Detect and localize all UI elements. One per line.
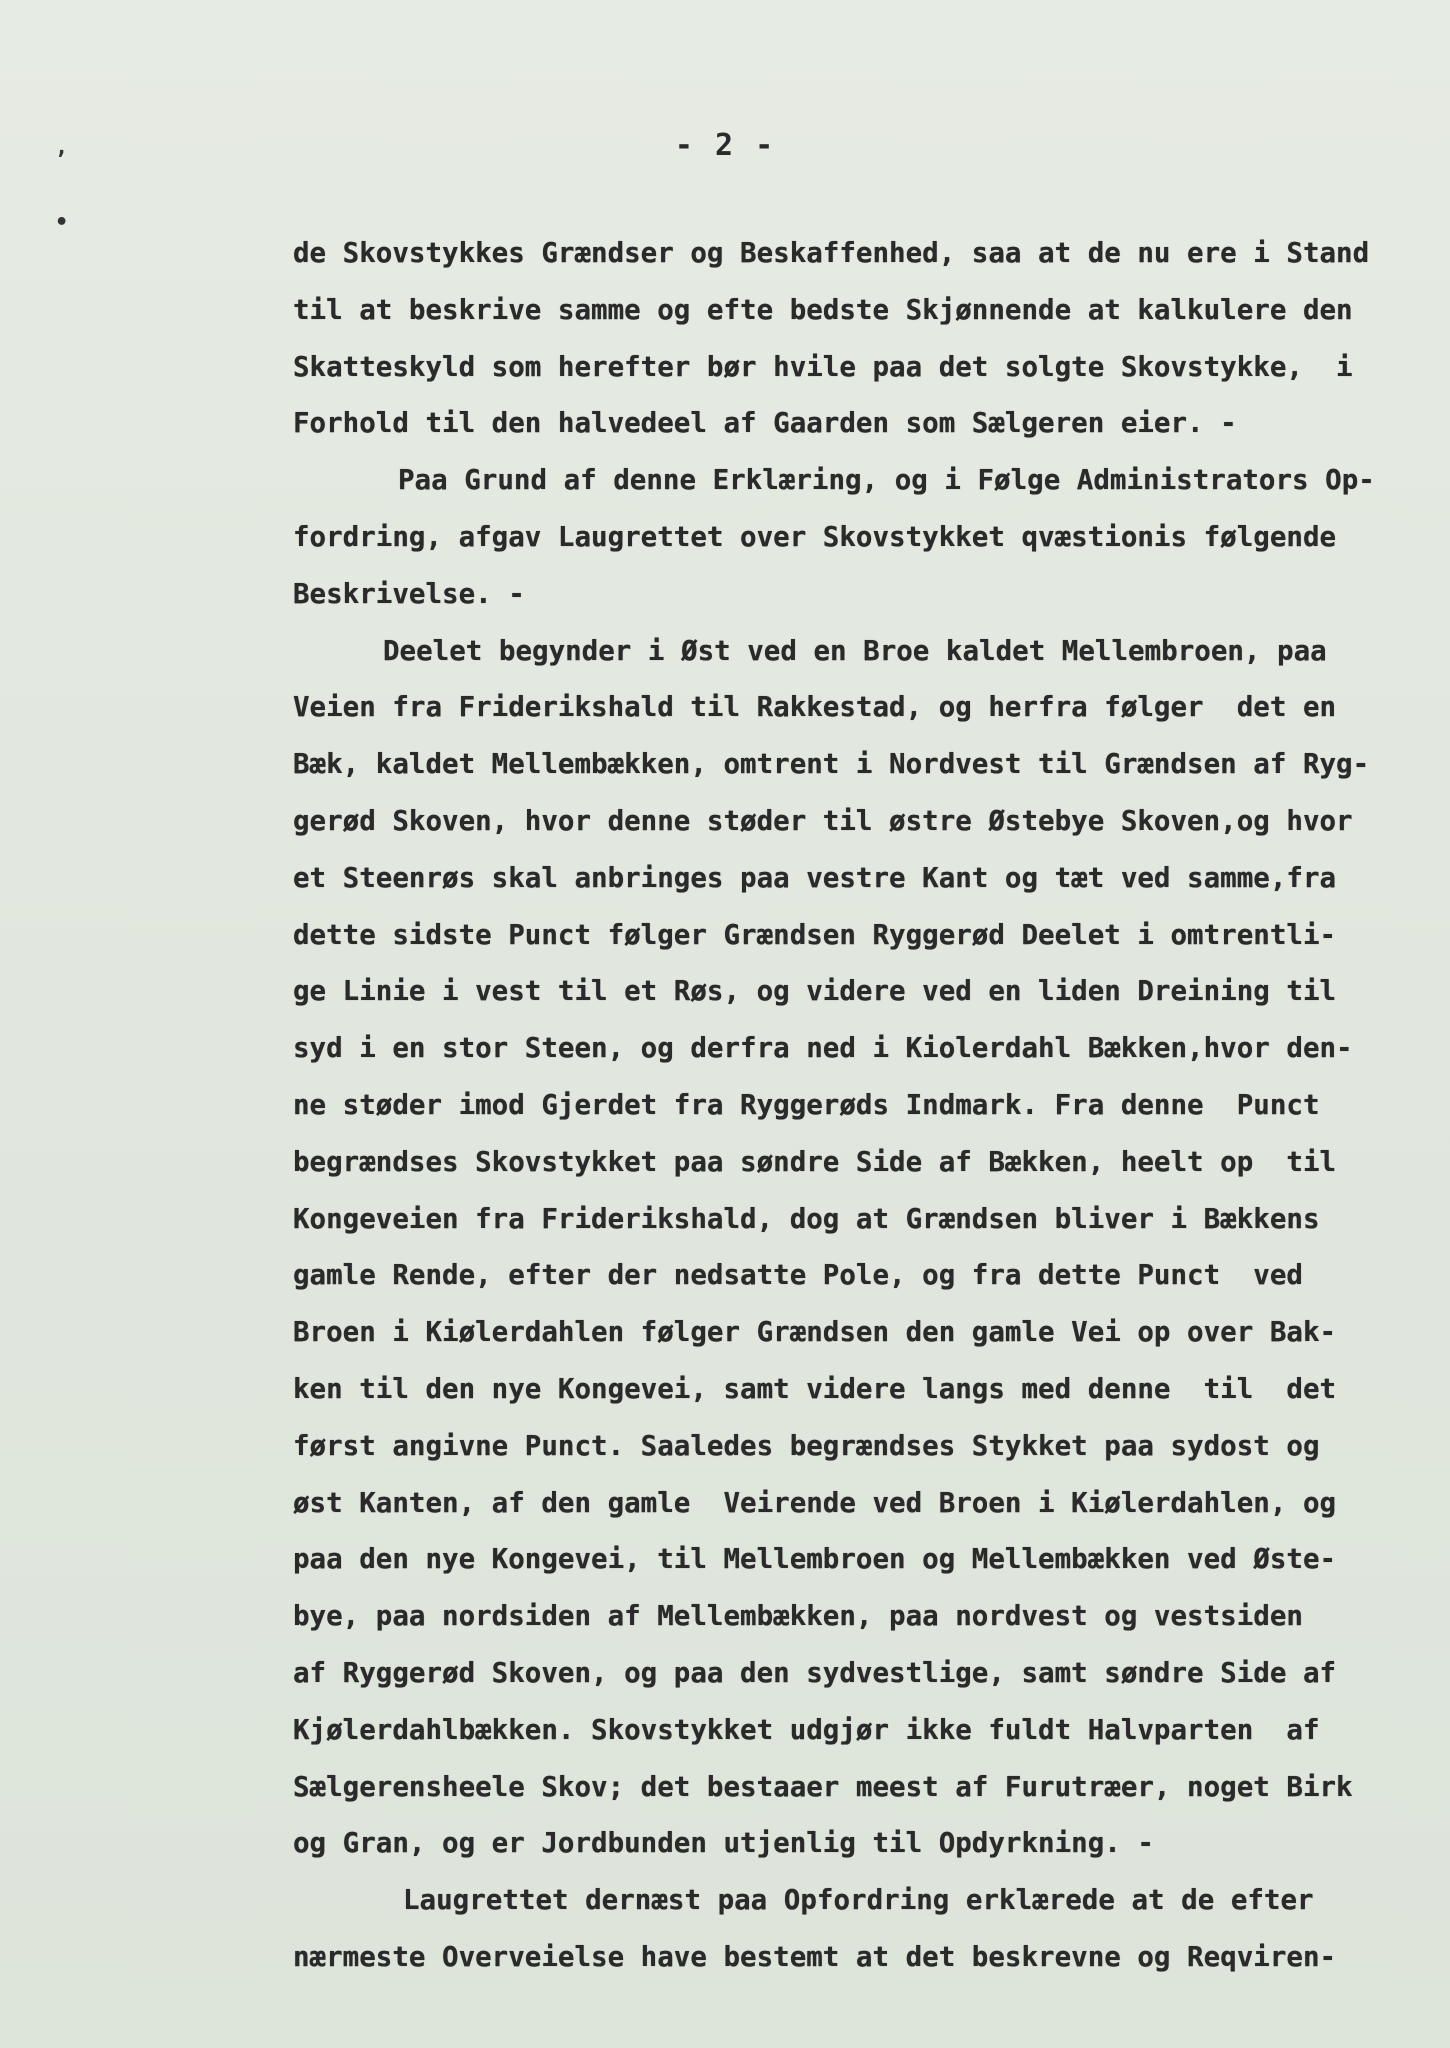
text-line: Paa Grund af denne Erklæring, og i Følge Administrators Op- (398, 464, 1375, 497)
typed-text-body (293, 225, 1423, 1986)
text-line: Kongeveien fra Friderikshald, dog at Grændsen bliver i Bækkens (293, 1202, 1320, 1235)
text-line: nærmeste Overveielse have bestemt at det beskrevne og Reqviren- (293, 1940, 1337, 1973)
text-line: de Skovstykkes Grændser og Beskaffenhed, saa at de nu ere i Stand (293, 237, 1370, 269)
text-line: ne støder imod Gjerdet fra Ryggerøds Indmark. Fra denne Punct (293, 1088, 1320, 1121)
text-line: ge Linie i vest til et Røs, og videre ved en liden Dreining til (293, 975, 1337, 1008)
text-line: og Gran, og er Jordbunden utjenlig til Opdyrkning. - (293, 1827, 1154, 1860)
text-line: gamle Rende, efter der nedsatte Pole, og fra dette Punct ved (293, 1259, 1303, 1292)
page-number: - 2 - (674, 128, 776, 163)
text-line: bye, paa nordsiden af Mellembækken, paa nordvest og vestsiden (293, 1600, 1303, 1633)
text-line: Bæk, kaldet Mellembækken, omtrent i Nordvest til Grændsen af Ryg- (293, 748, 1370, 781)
text-line: fordring, afgav Laugrettet over Skovstykket qvæstionis følgende (293, 520, 1337, 553)
margin-mark: , (55, 135, 69, 160)
text-line: gerød Skoven, hvor denne støder til østre Østebye Skoven,og hvor (293, 804, 1353, 837)
text-line: Forhold til den halvedeel af Gaarden som Sælgeren eier. - (293, 407, 1237, 440)
text-line: Veien fra Friderikshald til Rakkestad, og herfra følger det en (293, 691, 1337, 724)
text-line: Sælgerensheele Skov; det bestaaer meest af Furutræer, noget Birk (293, 1770, 1353, 1803)
text-line: begrændses Skovstykket paa søndre Side af Bækken, heelt op til (293, 1145, 1337, 1178)
text-line: først angivne Punct. Saaledes begrændses Stykket paa sydost og (293, 1429, 1320, 1462)
text-line: Beskrivelse. - (293, 577, 525, 610)
text-line: syd i en stor Steen, og derfra ned i Kiolerdahl Bækken,hvor den- (293, 1032, 1353, 1065)
text-line: ken til den nye Kongevei, samt videre langs med denne til det (293, 1372, 1337, 1405)
text-line: til at beskrive samme og efte bedste Skjønnende at kalkulere den (293, 293, 1353, 326)
text-line: af Ryggerød Skoven, og paa den sydvestlige, samt søndre Side af (293, 1656, 1337, 1689)
text-line: Kjølerdahlbækken. Skovstykket udgjør ikke fuldt Halvparten af (293, 1713, 1320, 1746)
text-line: Deelet begynder i Øst ved en Broe kaldet Mellembroen, paa (383, 634, 1327, 667)
text-line: øst Kanten, af den gamle Veirende ved Broen i Kiølerdahlen, og (293, 1486, 1337, 1519)
text-line: Laugrettet dernæst paa Opfordring erklærede at de efter (403, 1884, 1314, 1917)
text-line: dette sidste Punct følger Grændsen Ryggerød Deelet i omtrentli- (293, 918, 1337, 951)
text-line: paa den nye Kongevei, til Mellembroen og Mellembækken ved Øste- (293, 1543, 1337, 1576)
text-line: Broen i Kiølerdahlen følger Grændsen den gamle Vei op over Bak- (293, 1316, 1337, 1349)
text-line: Skatteskyld som herefter bør hvile paa det solgte Skovstykke, i (293, 350, 1353, 383)
margin-mark: • (55, 210, 69, 235)
text-line: et Steenrøs skal anbringes paa vestre Kant og tæt ved samme,fra (293, 861, 1337, 894)
